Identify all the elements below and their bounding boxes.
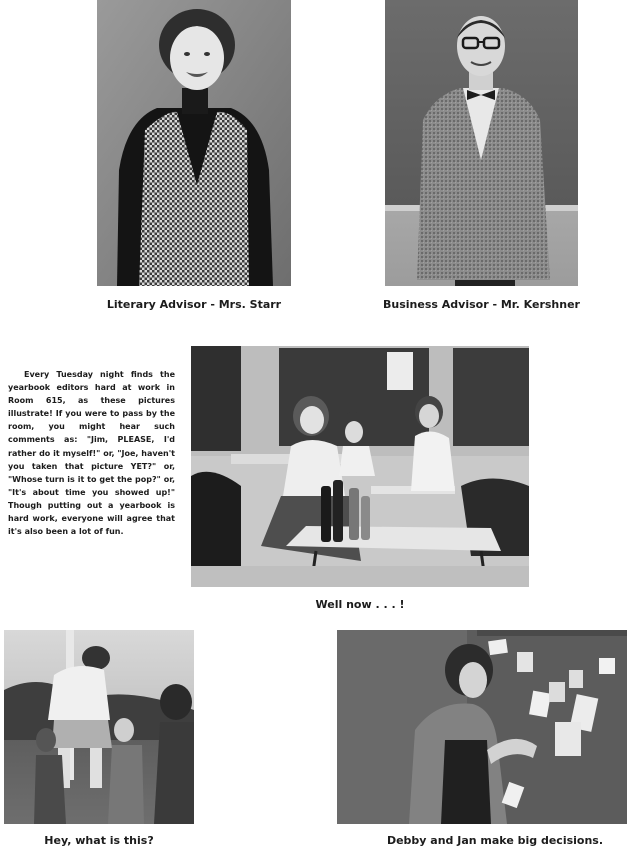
photo-literary-advisor (97, 0, 291, 286)
photo-business-advisor (385, 0, 578, 286)
caption-hey-what: Hey, what is this? (44, 834, 154, 847)
body-text: Every Tuesday night finds the yearbook editors hard at work in Room 615, as these pictures illustrate! If you were to pass by the room, you might hear such comments as: "Jim, PLEASE, I'd rather do it myself!" or, "Joe, haven't you taken that picture YET?" or, "Whose turn is it to get the pop?" or, "It's about time you showed up!" Though putting out a yearbook is hard work, everyone will agree that it's also been a lot of fun. (8, 370, 175, 537)
photo-outdoor-pole (4, 630, 194, 824)
caption-literary-advisor: Literary Advisor - Mrs. Starr (106, 298, 282, 311)
caption-debby-jan: Debby and Jan make big decisions. (386, 834, 604, 847)
photo-bulletin-board (337, 630, 627, 824)
caption-business-advisor: Business Advisor - Mr. Kershner (383, 298, 580, 311)
caption-well-now: Well now . . . ! (315, 598, 405, 611)
photo-editors-at-work (191, 346, 529, 587)
